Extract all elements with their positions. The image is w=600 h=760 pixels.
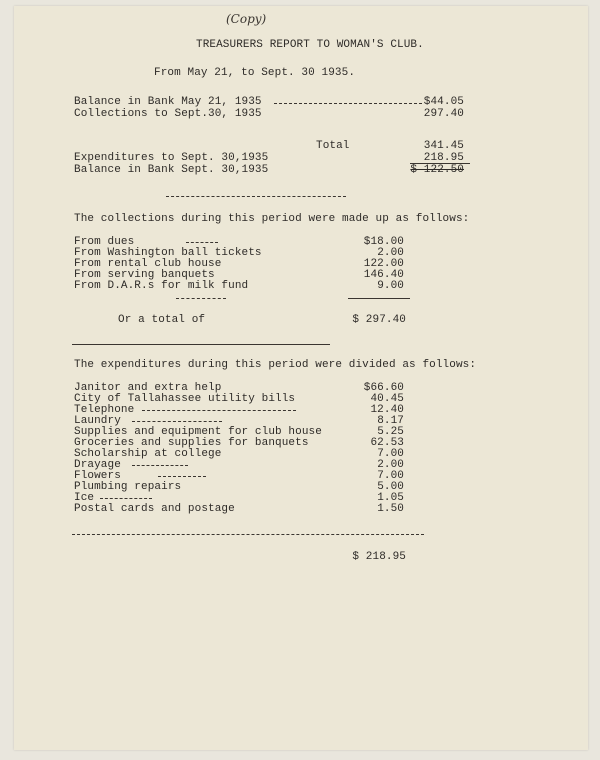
copy-note: (Copy) (226, 12, 267, 26)
expense-item-amount: 1.05 (377, 492, 404, 504)
sum-rule (348, 298, 410, 299)
collections-amount: 297.40 (423, 108, 464, 120)
expense-item-amount: 7.00 (377, 470, 404, 482)
collection-item-amount: 146.40 (363, 269, 404, 281)
report-title: TREASURERS REPORT TO WOMAN'S CLUB. (196, 39, 424, 51)
expenditures-intro: The expenditures during this period were divided as follows: (74, 359, 477, 371)
expense-item-label: Scholarship at college (74, 448, 222, 460)
expense-item-amount: 1.50 (377, 503, 404, 515)
leader-line (132, 465, 188, 466)
leader-line (142, 410, 296, 411)
expense-item-label: Drayage (74, 459, 121, 471)
balance-may-label: Balance in Bank May 21, 1935 (74, 96, 262, 108)
total-amount: 341.45 (423, 140, 464, 152)
expense-item-label: Flowers (74, 470, 121, 482)
section-divider (72, 344, 330, 345)
collection-item-label: From dues (74, 236, 135, 248)
expense-item-label: Telephone (74, 404, 135, 416)
balance-may-amount: $44.05 (423, 96, 464, 108)
expense-item-amount: 40.45 (370, 393, 404, 405)
expense-item-label: Ice (74, 492, 95, 504)
collection-item-label: From rental club house (74, 258, 222, 270)
expense-item-label: Janitor and extra help (74, 382, 222, 394)
expense-item-amount: 12.40 (370, 404, 404, 416)
balance-sept-amount: $ 122.50 (410, 164, 464, 176)
collection-item-amount: 2.00 (377, 247, 404, 259)
document-page (14, 6, 588, 750)
expense-item-label: Laundry (74, 415, 121, 427)
section-divider (72, 534, 424, 535)
collection-item-label: From Washington ball tickets (74, 247, 262, 259)
expense-item-label: Postal cards and postage (74, 503, 235, 515)
total-label: Total (316, 140, 350, 152)
expenditures-amount: 218.95 (423, 152, 464, 164)
expense-item-amount: 7.00 (377, 448, 404, 460)
section-divider (166, 196, 346, 197)
expenditures-total-amount: $ 218.95 (352, 551, 406, 563)
expense-item-label: City of Tallahassee utility bills (74, 393, 296, 405)
collection-item-label: From D.A.R.s for milk fund (74, 280, 249, 292)
collections-total-amount: $ 297.40 (352, 314, 406, 326)
expense-item-amount: 8.17 (377, 415, 404, 427)
report-period: From May 21, to Sept. 30 1935. (154, 67, 356, 79)
expense-item-label: Groceries and supplies for banquets (74, 437, 309, 449)
collection-item-amount: 9.00 (377, 280, 404, 292)
collections-label: Collections to Sept.30, 1935 (74, 108, 262, 120)
expense-item-label: Supplies and equipment for club house (74, 426, 322, 438)
leader-line (274, 103, 422, 104)
collection-item-label: From serving banquets (74, 269, 215, 281)
leader-line (132, 421, 222, 422)
expense-item-amount: 5.00 (377, 481, 404, 493)
leader-line (100, 498, 152, 499)
leader-line (158, 476, 206, 477)
expense-item-amount: 2.00 (377, 459, 404, 471)
expense-item-label: Plumbing repairs (74, 481, 182, 493)
expense-item-amount: $66.60 (363, 382, 404, 394)
leader-line (176, 298, 226, 299)
expense-item-amount: 62.53 (370, 437, 404, 449)
collections-total-label: Or a total of (118, 314, 206, 326)
collections-intro: The collections during this period were made up as follows: (74, 213, 470, 225)
collection-item-amount: $18.00 (363, 236, 404, 248)
balance-sept-label: Balance in Bank Sept. 30,1935 (74, 164, 269, 176)
expenditures-label: Expenditures to Sept. 30,1935 (74, 152, 269, 164)
collection-item-amount: 122.00 (363, 258, 404, 270)
leader-line (186, 242, 218, 243)
expense-item-amount: 5.25 (377, 426, 404, 438)
